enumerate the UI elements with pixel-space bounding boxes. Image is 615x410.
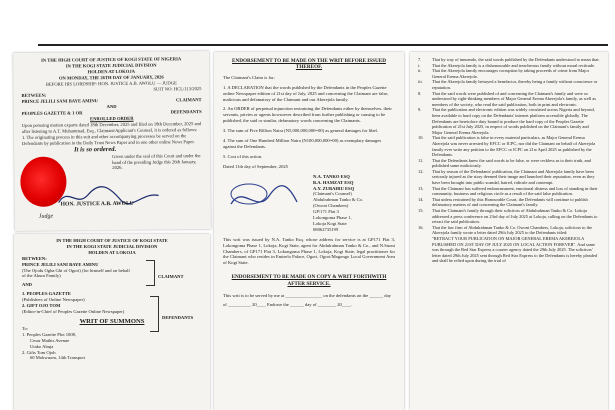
and-label: AND	[22, 282, 32, 288]
paragraph-item: 9. That the publication and electronic edition was widely circulated across Nigeria and beyond, been available to hard copy on the Defendants' internet platform accessible globally. The Defendants are heretofore duty bound to produce the hard copy of the Peoples Gazette publication of 21st July 2025, in respect of words published on the Claimant's family and Major General Erema Akerejola.	[418, 107, 595, 135]
counsel-1: N.A. TANKO ESQ	[313, 173, 350, 179]
enrolled-order-page	[13, 51, 211, 231]
paragraph-item: i. That the Akerejola family is a dishonourable and treacherous family without moral rectitude.	[418, 62, 596, 68]
defendant-1: 1. PEOPLES GAZETTE	[22, 291, 71, 297]
counsel-stamp	[223, 174, 303, 232]
claim-4: 4. The sum of One Hundred Million Naira (N100,000,000=00) as exemplary damages against the Defendants.	[223, 138, 382, 149]
defendants-tag: DEFENDANTS	[162, 314, 194, 320]
firm-address-3: Lokoja Kogi State	[313, 220, 347, 226]
service-heading: ENDORSEMENT TO BE MADE ON COPY & WRIT FORTHWITH AFTER SERVICE.	[231, 274, 387, 287]
address-2-line2: 60 Mokwuom, 14th Transport	[30, 355, 86, 361]
writ-of-summons-page	[14, 234, 210, 410]
claim-intro: The Claimant's Claim is for:	[223, 74, 276, 80]
endorsement-heading: ENDORSEMENT TO BE MADE ON THE WRIT BEFORE ISSUED THEREOF.	[232, 58, 386, 71]
chambers-name: (Owoni Chambers)	[313, 203, 349, 209]
order-body: Upon perusing motion exparte dated 18th December, 2025 and filed on 18th December, 2025 and after listening to A.T. Muhammad, Esq., Claimant/Applicant's Counsel, it is ordered as follows:	[21, 121, 202, 134]
paragraph-item: ii. That the Akerejola family encourages corruption by taking proceeds of crime from Major General Erema Akerejola.	[418, 68, 590, 79]
order-item-1: 1. The originating process in this suit and other accompanying processes be served on the Defendants by publication in the Daily Trust News Paper and in one other online News Paper.	[21, 133, 195, 146]
firm-address-2: Lokongoma Phase 1,	[313, 215, 352, 221]
party-defendants: PEOPLES GAZETTE & 1 OR	[21, 110, 83, 117]
paragraph-item: 8. That the said words were published of and concerning the Claimant's family and were so understood by right-thinking members of Major General Erema Akerejola's family, as well as members of the society, who read the said publication, both in print and electronic.	[418, 90, 597, 107]
suit-number: SUIT NO: HCL/113/2025	[153, 85, 202, 92]
to-label: To:	[22, 325, 29, 331]
claimant-tag: CLAIMANT	[158, 273, 184, 279]
claim-1: 1. A DECLARATION that the words published by the Defendants in the Peoples Gazette online Newspaper edition of 21st day of July, 2025 and concerning the Claimant are false, malicious and defamatory of the Claimant and our Akerejola family.	[223, 84, 389, 102]
so-ordered: It is so ordered.	[74, 145, 117, 153]
counsel-role: (Claimant's Counsel)	[313, 191, 352, 197]
paragraph-item: 14. That unless restrained by this Honourable Court, the Defendants will continue to publish defamatory matters of and concerning the Claimant's family.	[418, 196, 588, 208]
writ-title: WRIT OF SUMMONS	[79, 317, 145, 325]
given-seal-text: Given under the seal of this Court and under the hand of the presiding Judge this 26th January, 2026.	[112, 152, 201, 171]
claim-2: 2. An ORDER of perpetual injunction restraining the Defendants either by themselves, their servants, privies or agents howsoever described from further publishing or causing to be published, the said or similar, defamatory words concerning the Claimants.	[223, 106, 392, 124]
firm-phone: 08062735199	[313, 226, 339, 232]
claim-5: 5. Cost of this action.	[223, 153, 263, 159]
paragraph-item: 11. That the Defendants knew the said words to be false, or were reckless as to their truth, and published same maliciously.	[418, 157, 591, 169]
defendant-2: 2. GIFT OJO TOM	[22, 303, 61, 309]
claimant-label: CLAIMANT	[176, 97, 202, 103]
paragraph-item: 7. That by way of innuendo, the said words published by the Defendants understood to mean that:	[418, 57, 600, 62]
division-title: IN THE KOGI STATE JUDICIAL DIVISION	[66, 243, 158, 249]
counsel-signature	[223, 174, 303, 232]
statement-of-claim-page	[410, 52, 608, 410]
order-title: ENROLLED ORDER	[89, 115, 134, 122]
paragraph-item: 15. That the Claimant's family through their solicitors of Abdulrahman Tanko & Co. Lokoja addressed a press conference on 23rd day of July 2025 at Lokoja, calling on the Defendants to retract the said publication.	[418, 208, 598, 225]
claimant-bracket	[146, 260, 155, 286]
paragraph-item: "RETRACT YOUR PUBLICATION ON MAJOR GENERAL EREMA AKEREJOLA PUBLISHED ON 21ST DAY OF JULY 2025 ON LOCAL ACTION FOREVER". And same was through the Red Star Express a courier agency dated the 29th July 2025. The solicitors' letter dated 29th July 2025 sent through Red Star Express to the Defendants is hereby pleaded and shall be relied upon during the trial of	[432, 236, 597, 264]
address-1-line3: Utako Abuja	[30, 343, 54, 349]
dated-line: Dated 11th day of September, 2025	[223, 163, 288, 169]
firm-address-1: GP/171 Flat 3	[313, 209, 339, 215]
service-endorsement: This writ is to be served by me at ________________ on the defendants on the ______ day of __________ 20____ Endorse the ______ day of ________ 20____.	[223, 293, 391, 308]
address-2: 2. Gifts Tom Ojoh	[22, 349, 56, 355]
between-label: BETWEEN:	[21, 93, 47, 99]
defendant-1-description: (Publishers of Online Newspaper)	[22, 297, 85, 303]
holden-title: HOLDEN AT LOKOJA	[88, 249, 136, 255]
issued-by-paragraph: This writ was issued by N.A. Tanko Esq. whose address for service is at GP171 Flat 3, Lokongoma Phase 1, Lokoja, Kogi State, agent for Abdulrahman Tanko & Co., and N.Suoni Chambers, of GP171 Flat 3, Lokongoma Phase 1, Lokoja, Kogi State, legal practitioner for the Claimant who resides in Emiselo Palace, Ogori, Ogori/Magongo Local Government Area of Kogi State.	[223, 236, 395, 266]
division-title: IN THE KOGI STATE JUDICIAL DIVISION	[65, 62, 157, 69]
counsel-3: A.Y. ZUBAIRU ESQ	[313, 185, 355, 191]
holden-title: HOLDEN AT LOKOJA	[87, 68, 135, 75]
paragraph-item: 13. That the Claimant has suffered embarrassment, emotional distress and loss of standing in their community, business and religious circle as a result of the said false publication.	[418, 185, 598, 197]
address-1: 1. Peoples Gazette Plot 1008,	[22, 331, 77, 337]
court-title: IN THE HIGH COURT OF JUSTICE OF KOGI STATE OF NIGERIA	[41, 56, 182, 63]
judge-name: HON. JUSTICE A.B. AWOLU	[60, 200, 134, 208]
defendants-label: DEFENDANTS	[170, 109, 202, 115]
and-label: AND	[106, 104, 117, 110]
top-divider	[38, 44, 608, 46]
claim-3: 3. The sum of Five Billion Naira (N5,000,000,000=00) as general damages for libel.	[223, 128, 378, 134]
address-1-line2: Cesar Mathis Avenue	[30, 337, 70, 343]
party-claimant: PRINCE JELILI SANI BAYE AMINU	[21, 98, 99, 105]
firm-name: Abdulrahman Tanko & Co.	[313, 197, 364, 203]
before-line: BEFORE HIS LORDSHIP: HON. JUSTICE A.B. AWOLU — JUDGE	[45, 79, 177, 87]
defendants-bracket	[150, 296, 159, 332]
between-label: BETWEEN:	[22, 255, 47, 261]
paragraph-item: 10. That the said publication is false in every material particulars, as Major General Erema Akerejola was never arrested by EFCC or ICPC, nor did the Claimant on behalf of Akerejola family ever write any petition to the EFCC or ICPC on 21st April 2025 as published by the Defendants.	[418, 135, 596, 158]
paragraph-item: 16. That the law firm of Abdulrahman Tanko & Co. Owoni Chambers, Lokoja, solicitors to the Akerejola family wrote a letter dated 29th July 2025 to the Defendants titled:	[418, 224, 592, 236]
defendant-2-description: (Editor-in-Chief of Peoples Gazette Online Newspaper)	[22, 308, 125, 314]
paragraph-item: iii. That the Akerejola family betrayed a benefactor, thereby being a family without conscience or reputation.	[418, 79, 598, 90]
claimant-description: (The Ojodu Ogba Gbi of Ogori) (for himself and on behalf of the Akura Family)	[22, 267, 130, 279]
endorsement-page	[214, 52, 404, 410]
claimant-name: PRINCE JELILI SANI BAYE AMINU	[22, 261, 99, 267]
judge-title: Judge	[38, 213, 54, 220]
paragraph-item: 12. That by reason of the Defendants' publication, the Claimant and Akerejola family have been seriously injured as the story deemed their image and launched their reputation, even as they have been brought into public scandal, hatred, ridicule and contempt.	[418, 168, 595, 186]
counsel-2: B.A. HAMZAT ESQ	[313, 179, 354, 185]
court-title: IN THE HIGH COURT OF JUSTICE OF KOGI STATE	[56, 238, 168, 243]
date-line: ON MONDAY, THE 26TH DAY OF JANUARY, 2026	[58, 74, 164, 81]
paragraph-list	[410, 52, 608, 269]
